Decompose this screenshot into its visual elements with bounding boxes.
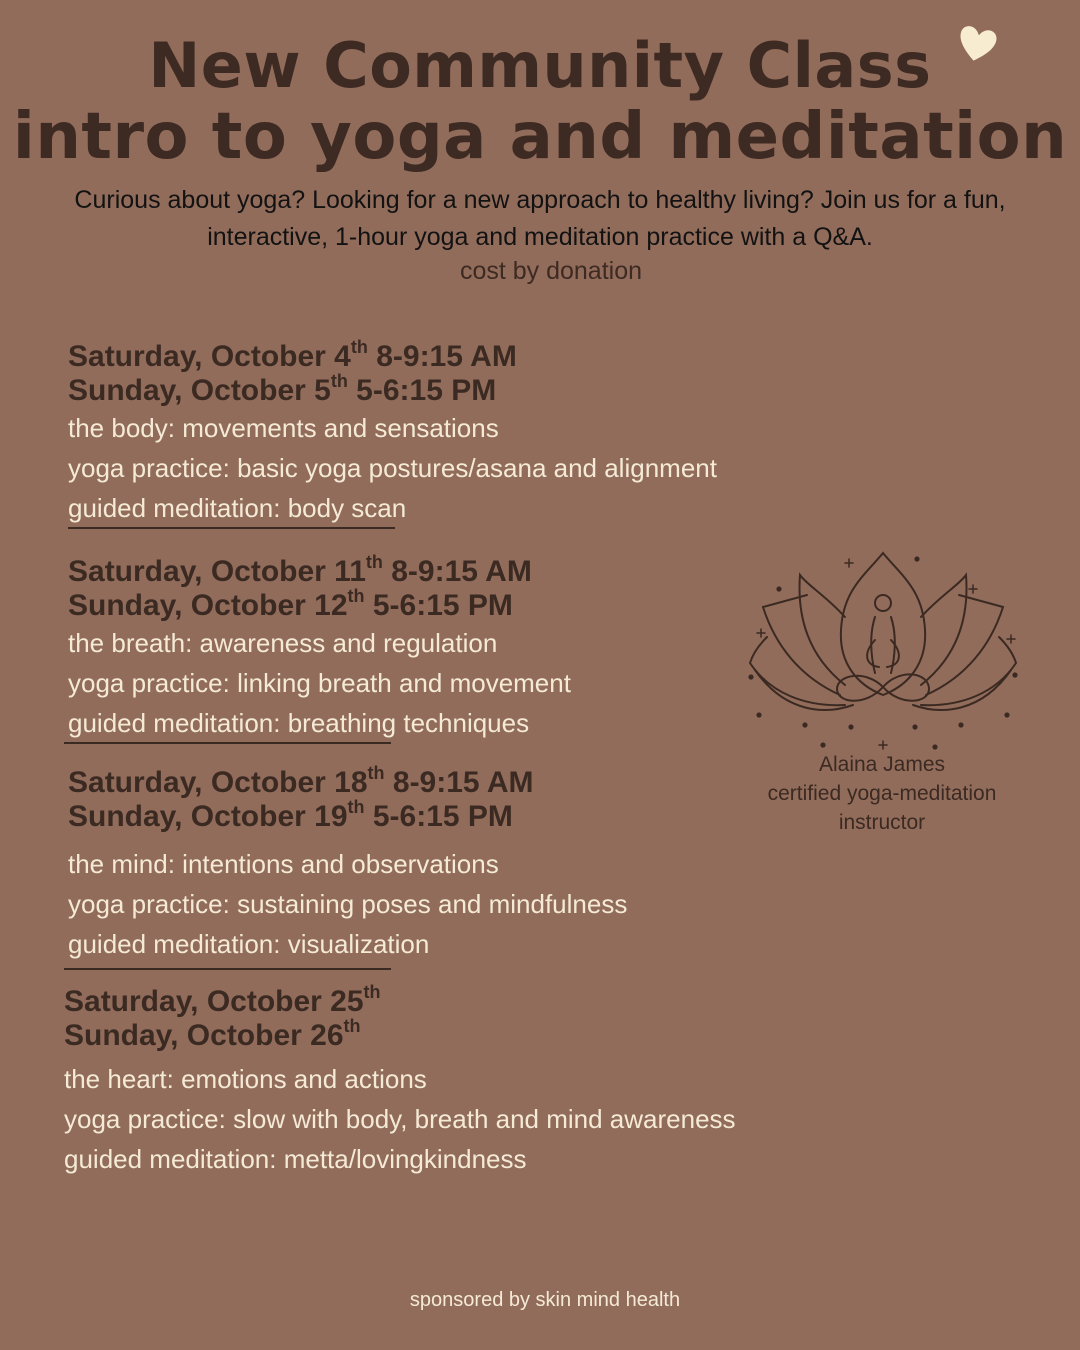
topic-theme: the body: movements and sensations [68, 413, 499, 443]
instructor-role: instructor [838, 811, 926, 834]
topic-yoga: yoga practice: basic yoga postures/asana and alignment [68, 453, 717, 483]
session-block [68, 552, 571, 743]
intro-text: Curious about yoga? Looking for a new approach to healthy living? Join us for a fun, interactive, 1-hour yoga and meditation practice with a Q&A. [74, 186, 1006, 251]
saturday-date: Saturday, October 4th 8-9:15 AM [68, 337, 517, 373]
title-line-1: New Community Class [148, 29, 932, 102]
sunday-date: Sunday, October 5th 5-6:15 PM [68, 371, 497, 407]
topic-meditation: guided meditation: metta/lovingkindness [64, 1144, 527, 1174]
divider [64, 968, 391, 970]
session-block [68, 337, 717, 528]
divider [64, 742, 391, 744]
sunday-date: Sunday, October 19th 5-6:15 PM [68, 797, 513, 833]
saturday-date: Saturday, October 11th 8-9:15 AM [68, 552, 532, 588]
title-line-2: intro to yoga and meditation [12, 100, 1068, 174]
instructor-name: Alaina James [818, 753, 946, 776]
saturday-date: Saturday, October 25th [64, 982, 381, 1018]
topic-theme: the mind: intentions and observations [68, 849, 499, 879]
saturday-date: Saturday, October 18th 8-9:15 AM [68, 763, 534, 799]
sunday-date: Sunday, October 26th [64, 1016, 361, 1052]
session-block [64, 982, 736, 1179]
session-block [68, 763, 628, 964]
cost-note: cost by donation [459, 257, 643, 285]
sunday-date: Sunday, October 12th 5-6:15 PM [68, 586, 513, 622]
sponsor-note: sponsored by skin mind health [409, 1289, 681, 1311]
instructor-credit [742, 750, 1022, 837]
instructor-title: certified yoga-meditation [767, 782, 997, 805]
topic-theme: the heart: emotions and actions [64, 1064, 427, 1094]
topic-theme: the breath: awareness and regulation [68, 628, 498, 658]
lotus-meditation-icon [745, 545, 1020, 755]
topic-yoga: yoga practice: slow with body, breath and mind awareness [64, 1104, 736, 1134]
topic-yoga: yoga practice: sustaining poses and mindfulness [68, 889, 628, 919]
topic-meditation: guided meditation: breathing techniques [68, 708, 530, 738]
topic-meditation: guided meditation: visualization [68, 929, 430, 959]
topic-meditation: guided meditation: body scan [68, 493, 407, 523]
topic-yoga: yoga practice: linking breath and movement [68, 668, 571, 698]
heart-icon [956, 24, 998, 64]
divider [68, 527, 395, 529]
